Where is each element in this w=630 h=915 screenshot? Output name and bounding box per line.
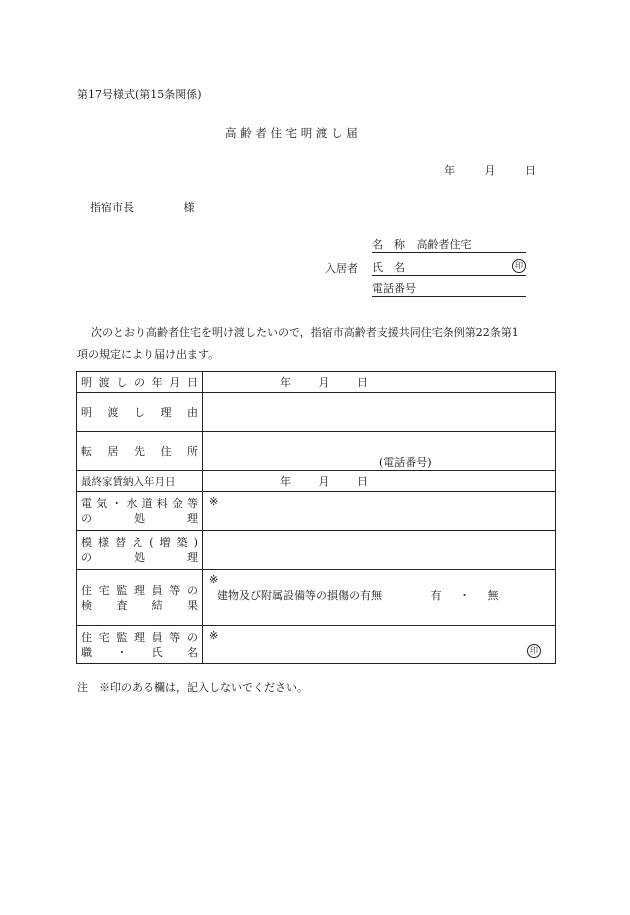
row-label (77, 570, 203, 626)
table-row (77, 492, 556, 531)
row-label (77, 492, 203, 531)
row4-label: 最終家賃納入年月日 (81, 475, 176, 488)
row8-label-line2: 職 ・ 氏 名 (81, 645, 198, 659)
seal-icon: 印 (512, 259, 526, 273)
row2-label: 明 渡 し 理 由 (81, 405, 198, 419)
applicant-phone-row[interactable] (372, 280, 526, 297)
addressee-name: 指宿市長 (90, 201, 134, 214)
table-row (77, 432, 556, 471)
date-day: 日 (525, 164, 536, 177)
table-row (77, 471, 556, 492)
row1-year: 年 (280, 376, 291, 389)
move-out-reason-field[interactable] (203, 393, 556, 432)
addressee-honorific: 様 (183, 201, 195, 214)
applicant-name-value: 高齢者住宅 (416, 238, 472, 251)
row-label (77, 393, 203, 432)
applicant-person-row[interactable] (372, 259, 526, 276)
row5-mark: ※ (209, 495, 219, 508)
row-label (77, 372, 203, 393)
row5-label-line1: 電 気 ・ 水 道 料 金 等 (81, 497, 198, 510)
row7-text: 建物及び附属設備等の損傷の有無 (217, 589, 382, 602)
date-year: 年 (444, 164, 455, 177)
row3-label: 転 居 先 住 所 (81, 444, 198, 458)
row-label (77, 626, 203, 664)
inspector-name-field (203, 626, 556, 664)
row4-month: 月 (318, 475, 330, 488)
row7-label-line1: 住 宅 監 理 員 等 の (81, 583, 198, 597)
row6-label-line2: の 処 理 (81, 551, 198, 564)
row7-mark: ※ (209, 573, 219, 586)
applicant-phone-label: 電話番号 (372, 282, 416, 295)
applicant-person-label: 氏 名 (372, 261, 405, 274)
page-title: 高 齢 者 住 宅 明 渡 し 届 (225, 126, 358, 140)
row-label (77, 432, 203, 471)
body-text-line2: 項の規定により届け出ます。 (77, 348, 220, 361)
submission-date (444, 162, 536, 178)
row8-label-line1: 住 宅 監 理 員 等 の (81, 630, 198, 644)
date-month: 月 (484, 164, 496, 177)
addressee (90, 199, 195, 215)
last-rent-date-field[interactable] (203, 471, 556, 492)
move-out-date-field[interactable] (203, 372, 556, 393)
table-row (77, 393, 556, 432)
utility-charges-field (203, 492, 556, 531)
seal-icon: 印 (527, 644, 541, 658)
row-label (77, 471, 203, 492)
row7-no: 無 (487, 589, 499, 602)
row1-label: 明 渡 し の 年 月 日 (81, 375, 198, 389)
inspection-result-field (203, 570, 556, 626)
row1-day: 日 (357, 376, 368, 389)
row4-day: 日 (357, 475, 368, 488)
row7-yes: 有 (430, 589, 442, 602)
table-row (77, 372, 556, 393)
table-row (77, 626, 556, 664)
row7-label-line2: 検 査 結 果 (81, 598, 198, 612)
row5-label-line2: の 処 理 (81, 512, 198, 525)
row6-label-line1: 模 様 替 え ( 増 築 ) (81, 536, 198, 549)
row3-phone: (電話番号) (379, 456, 432, 469)
table-row (77, 570, 556, 626)
row8-mark: ※ (209, 629, 219, 642)
row-label (77, 531, 203, 570)
row1-month: 月 (318, 376, 330, 389)
row7-dot: ・ (459, 589, 470, 602)
damage-check-row (217, 587, 549, 603)
applicant-name-row (372, 236, 526, 253)
form-number: 第17号様式(第15条関係) (77, 88, 202, 101)
row4-year: 年 (280, 475, 291, 488)
move-out-form-table (76, 371, 556, 664)
applicant-role-label: 入居者 (325, 262, 358, 275)
footnote: 注 ※印のある欄は，記入しないでください。 (77, 681, 308, 694)
new-address-field[interactable] (203, 432, 556, 471)
table-row (77, 531, 556, 570)
remodeling-field[interactable] (203, 531, 556, 570)
applicant-name-label: 名 称 (372, 238, 405, 251)
body-text-line1: 次のとおり高齢者住宅を明け渡したいので，指宿市高齢者支援共同住宅条例第22条第1 (91, 326, 519, 339)
